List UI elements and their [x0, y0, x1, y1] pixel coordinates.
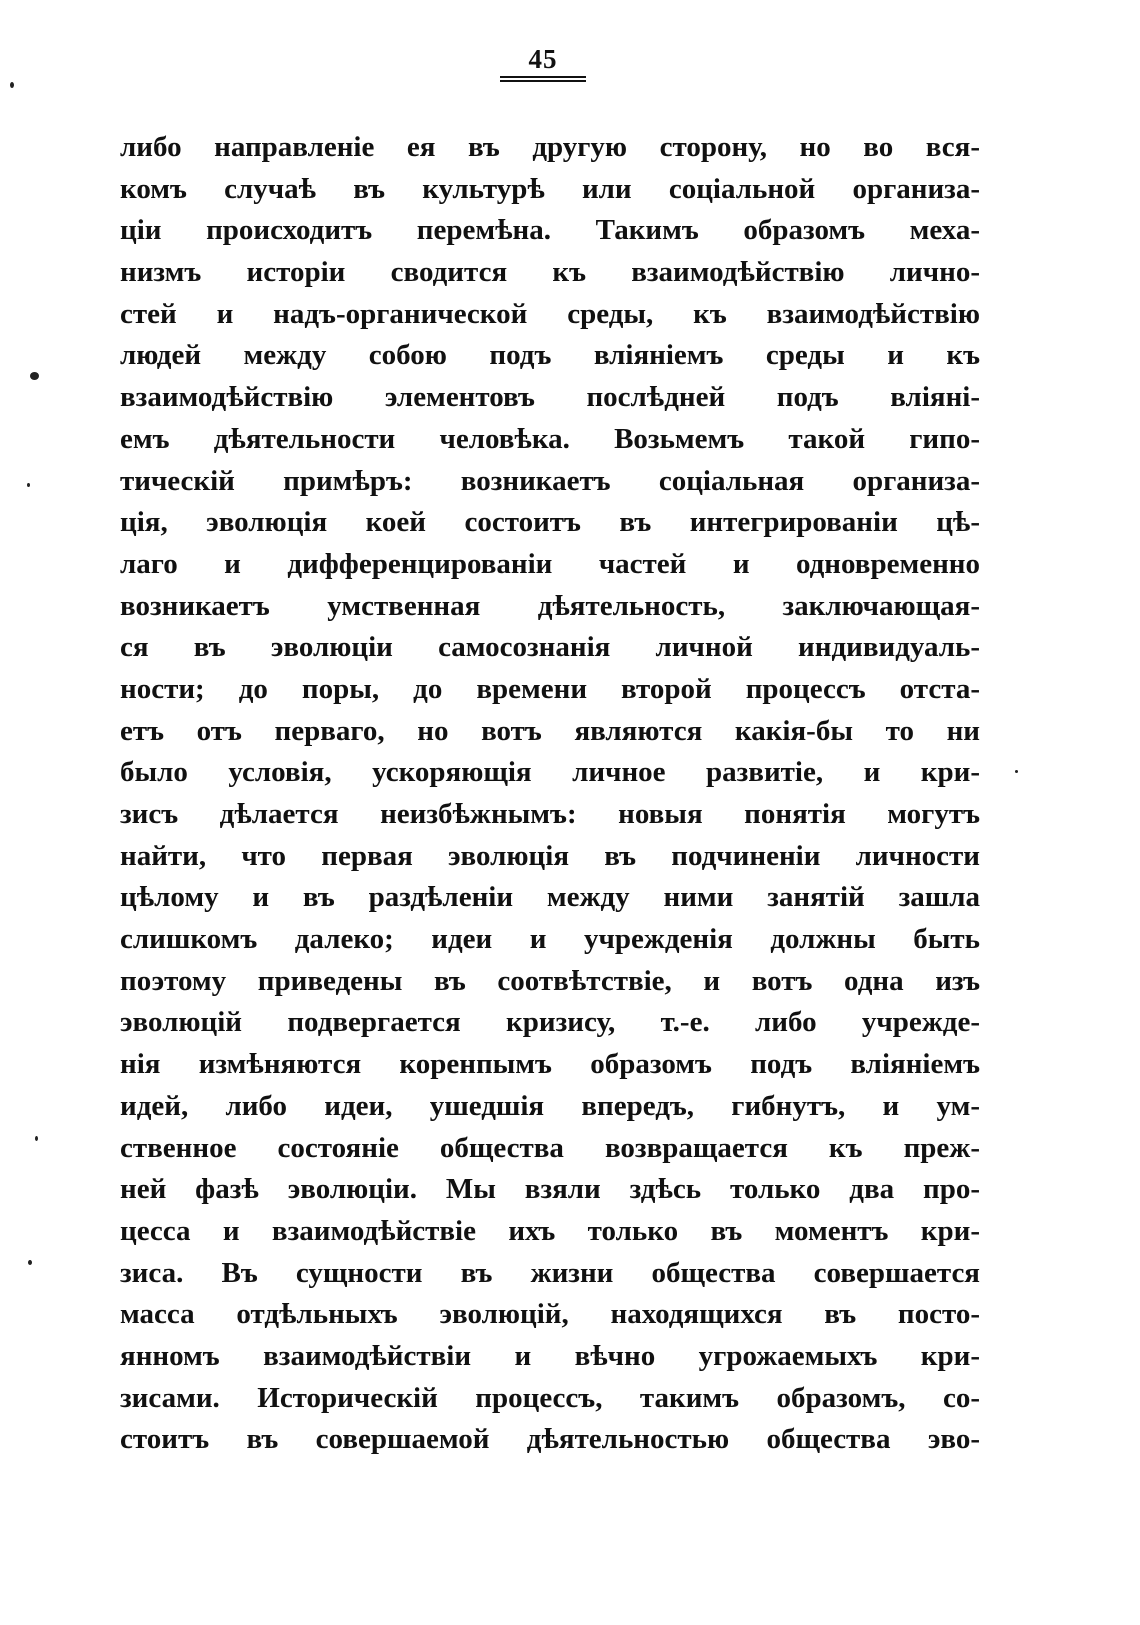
text-line: поэтому приведены въ соотвѣтствіе, и вотъ одна изъ [120, 964, 980, 997]
text-line: нія измѣняются коренпымъ образомъ подъ вліяніемъ [120, 1048, 980, 1081]
text-line: масса отдѣльныхъ эволюцій, находящихся въ посто- [120, 1298, 980, 1331]
text-line: эволюцій подвергается кризису, т.-е. либо учрежде- [120, 1006, 980, 1039]
text-line: взаимодѣйствію элементовъ послѣдней подъ вліяні- [120, 381, 980, 414]
scan-speck [30, 372, 39, 380]
double-rule-divider [500, 76, 586, 82]
text-line: слишкомъ далеко; идеи и учрежденія должны быть [120, 923, 980, 956]
text-line: ція, эволюція коей состоитъ въ интегрированіи цѣ- [120, 506, 980, 539]
text-line: етъ отъ перваго, но вотъ являются какія-бы то ни [120, 714, 980, 747]
text-line: цѣлому и въ раздѣленіи между ними занятій зашла [120, 881, 980, 914]
text-line: емъ дѣятельности человѣка. Возьмемъ такой гипо- [120, 422, 980, 455]
scan-speck [1015, 770, 1018, 773]
text-line: ціи происходитъ перемѣна. Такимъ образомъ меха- [120, 214, 980, 247]
text-line: низмъ исторіи сводится къ взаимодѣйствію лично- [120, 256, 980, 289]
text-line: зиса. Въ сущности въ жизни общества совершается [120, 1256, 980, 1289]
text-line: ся въ эволюціи самосознанія личной индивидуаль- [120, 631, 980, 664]
text-line: ности; до поры, до времени второй процессъ отста- [120, 672, 980, 705]
scan-speck [10, 82, 14, 88]
text-line: найти, что первая эволюція въ подчиненіи личности [120, 839, 980, 872]
text-line: цесса и взаимодѣйствіе ихъ только въ моментъ кри- [120, 1214, 980, 1247]
text-line: людей между собою подъ вліяніемъ среды и къ [120, 339, 980, 372]
text-line: лаго и дифференцированіи частей и одновременно [120, 547, 980, 580]
scan-speck [28, 1260, 32, 1265]
text-line: комъ случаѣ въ культурѣ или соціальной организа- [120, 172, 980, 205]
text-line: ней фазѣ эволюціи. Мы взяли здѣсь только два про- [120, 1173, 980, 1206]
text-line: идей, либо идеи, ушедшія впередъ, гибнутъ, и ум- [120, 1089, 980, 1122]
text-line: либо направленіе ея въ другую сторону, но во вся- [120, 131, 980, 163]
text-line: стоитъ въ совершаемой дѣятельностью общества эво- [120, 1423, 980, 1456]
page-header [498, 44, 588, 82]
text-line: возникаетъ умственная дѣятельность, заключающая- [120, 589, 980, 622]
page-number: 45 [528, 44, 558, 74]
text-line: зисами. Историческій процессъ, такимъ образомъ, со- [120, 1381, 980, 1414]
text-line: тическій примѣръ: возникаетъ соціальная организа- [120, 464, 980, 497]
text-line: ственное состояніе общества возвращается къ преж- [120, 1131, 980, 1164]
body-text [120, 127, 980, 1461]
scan-speck [27, 483, 30, 487]
scan-speck [35, 1136, 38, 1141]
text-line: было условія, ускоряющія личное развитіе, и кри- [120, 756, 980, 789]
text-line: стей и надъ-органической среды, къ взаимодѣйствію [120, 297, 980, 330]
text-line: зисъ дѣлается неизбѣжнымъ: новыя понятія могутъ [120, 798, 980, 830]
text-line: янномъ взаимодѣйствіи и вѣчно угрожаемыхъ кри- [120, 1339, 980, 1372]
